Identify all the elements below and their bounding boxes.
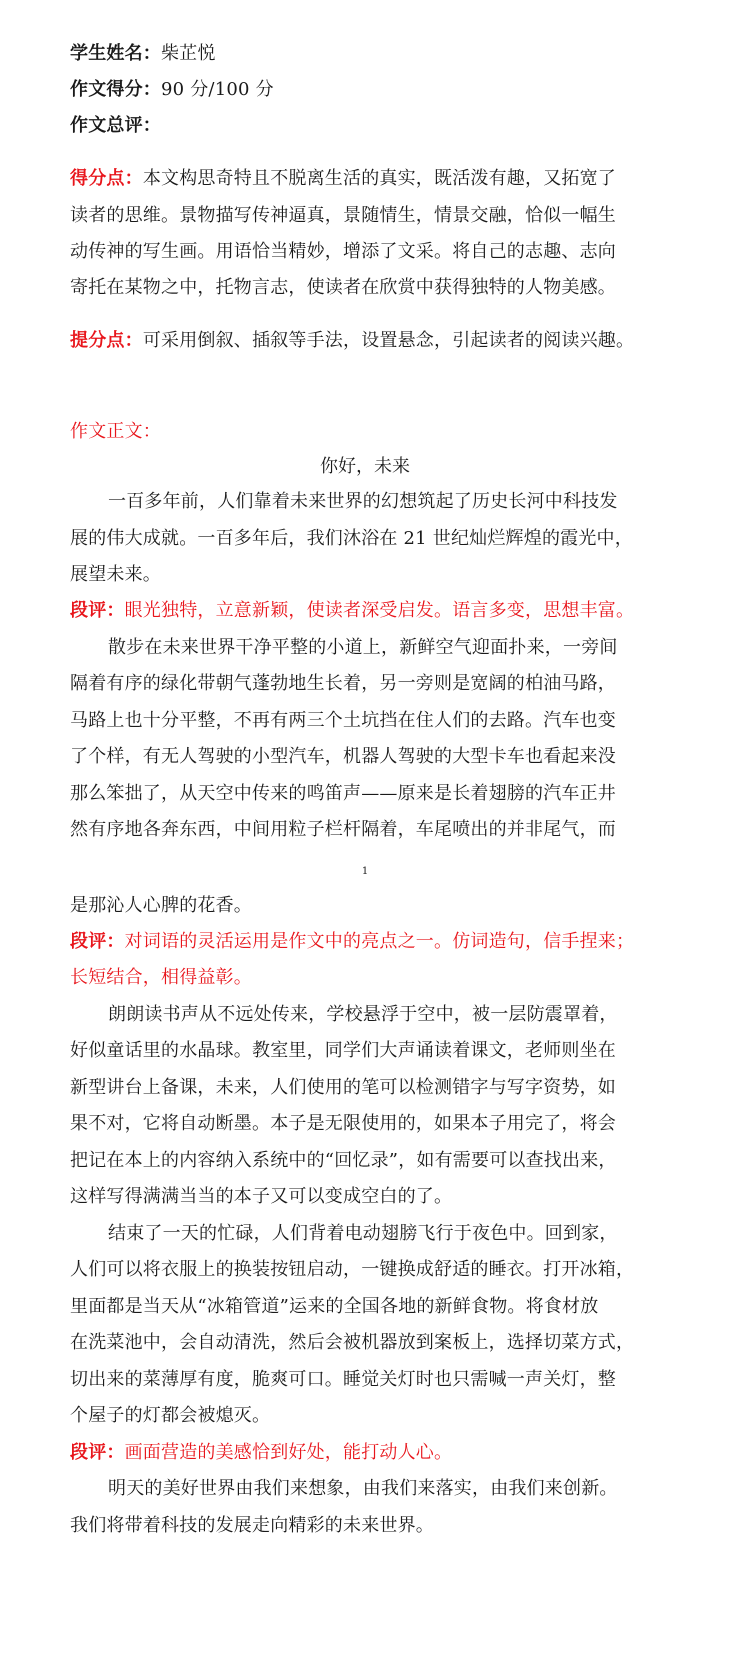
improve-text: 可采用倒叙、插叙等手法，设置悬念，引起读者的阅读兴趣。 xyxy=(142,330,635,351)
comment-1-text: 眼光独特，立意新颖，使读者深受启发。语言多变，思想丰富。 xyxy=(124,600,635,621)
comment-3-label: 段评： xyxy=(70,1442,125,1463)
p1-line-1: 一百多年前，人们靠着未来世界的幻想筑起了历史长河中科技发 xyxy=(108,491,618,512)
p3-line-5: 把记在本上的内容纳入系统中的“回忆录”，如有需要可以查找出来， xyxy=(70,1150,617,1171)
essay-title: 你好，未来 xyxy=(320,456,410,477)
strengths-line-4: 寄托在某物之中，托物言志，使读者在欣赏中获得独特的人物美感。 xyxy=(70,277,616,298)
comment-2-text-2: 长短结合，相得益彰。 xyxy=(70,967,252,988)
p4-line-4: 在洗菜池中，会自动清洗，然后会被机器放到案板上，选择切菜方式， xyxy=(70,1332,635,1353)
p1-line-3: 展望未来。 xyxy=(70,564,161,585)
student-name-row xyxy=(70,41,670,67)
p3-line-4: 果不对，它将自动断墨。本子是无限使用的，如果本子用完了，将会 xyxy=(70,1113,616,1134)
p4-line-3: 里面都是当天从“冰箱管道”运来的全国各地的新鲜食物。将食材放 xyxy=(70,1296,599,1317)
strengths-label: 得分点： xyxy=(70,168,143,189)
score-row xyxy=(70,77,670,103)
student-name-label: 学生姓名： xyxy=(70,43,161,64)
p3-line-6: 这样写得满满当当的本子又可以变成空白的了。 xyxy=(70,1186,453,1207)
p2-line-2: 隔着有序的绿化带朝气蓬勃地生长着，另一旁则是宽阔的柏油马路， xyxy=(70,673,616,694)
p5-line-1: 明天的美好世界由我们来想象，由我们来落实，由我们来创新。 xyxy=(108,1478,618,1499)
comment-2-text-1: 对词语的灵活运用是作文中的亮点之一。仿词造句，信手捏来； xyxy=(124,931,635,952)
comment-3 xyxy=(70,1440,670,1466)
comment-3-text: 画面营造的美感恰到好处，能打动人心。 xyxy=(124,1442,453,1463)
p5-line-2: 我们将带着科技的发展走向精彩的未来世界。 xyxy=(70,1515,434,1536)
p4-line-6: 个屋子的灯都会被熄灭。 xyxy=(70,1405,271,1426)
p2-line-4: 了个样，有无人驾驶的小型汽车，机器人驾驶的大型卡车也看起来没 xyxy=(70,746,616,767)
p1-line-2: 展的伟大成就。一百多年后，我们沐浴在 21 世纪灿烂辉煌的霞光中， xyxy=(70,528,633,549)
improve-line xyxy=(70,328,670,354)
page-number: 1 xyxy=(361,866,369,877)
p2-line-1: 散步在未来世界干净平整的小道上，新鲜空气迎面扑来，一旁间 xyxy=(108,637,618,658)
summary-label: 作文总评： xyxy=(70,115,161,136)
p3-line-2: 好似童话里的水晶球。教室里，同学们大声诵读着课文，老师则坐在 xyxy=(70,1040,616,1061)
strengths-line-2: 读者的思维。景物描写传神逼真，景随情生，情景交融，恰似一幅生 xyxy=(70,205,616,226)
p2-line-6: 然有序地各奔东西，中间用粒子栏杆隔着，车尾喷出的并非尾气，而 xyxy=(70,819,616,840)
p2-line-5: 那么笨拙了，从天空中传来的鸣笛声——原来是长着翅膀的汽车正井 xyxy=(70,783,616,804)
p4-line-5: 切出来的菜薄厚有度，脆爽可口。睡觉关灯时也只需喊一声关灯，整 xyxy=(70,1369,616,1390)
comment-2 xyxy=(70,929,670,955)
p2-continuation: 是那沁人心脾的花香。 xyxy=(70,895,252,916)
summary-label-row xyxy=(70,113,670,139)
comment-2-label: 段评： xyxy=(70,931,125,952)
p4-line-1: 结束了一天的忙碌，人们背着电动翅膀飞行于夜色中。回到家， xyxy=(108,1223,618,1244)
student-name: 柴芷悦 xyxy=(161,43,216,64)
improve-label: 提分点： xyxy=(70,330,143,351)
essay-section-label-row xyxy=(70,419,670,445)
strengths-line-3: 动传神的写生画。用语恰当精妙，增添了文采。将自己的志趣、志向 xyxy=(70,241,616,262)
strengths-text-1: 本文构思奇特且不脱离生活的真实，既活泼有趣，又拓宽了 xyxy=(142,168,617,189)
score-value: 90 分/100 分 xyxy=(161,79,274,100)
p4-line-2: 人们可以将衣服上的换装按钮启动，一键换成舒适的睡衣。打开冰箱， xyxy=(70,1259,635,1280)
p3-line-3: 新型讲台上备课，未来，人们使用的笔可以检测错字与写字资势，如 xyxy=(70,1077,616,1098)
p3-line-1: 朗朗读书声从不远处传来，学校悬浮于空中，被一层防震罩着， xyxy=(108,1004,618,1025)
score-label: 作文得分： xyxy=(70,79,161,100)
p2-line-3: 马路上也十分平整，不再有两三个土坑挡在住人们的去路。汽车也变 xyxy=(70,710,616,731)
comment-1 xyxy=(70,598,670,624)
comment-1-label: 段评： xyxy=(70,600,125,621)
essay-section-label: 作文正文： xyxy=(70,421,161,442)
strengths-line-1 xyxy=(70,166,670,192)
